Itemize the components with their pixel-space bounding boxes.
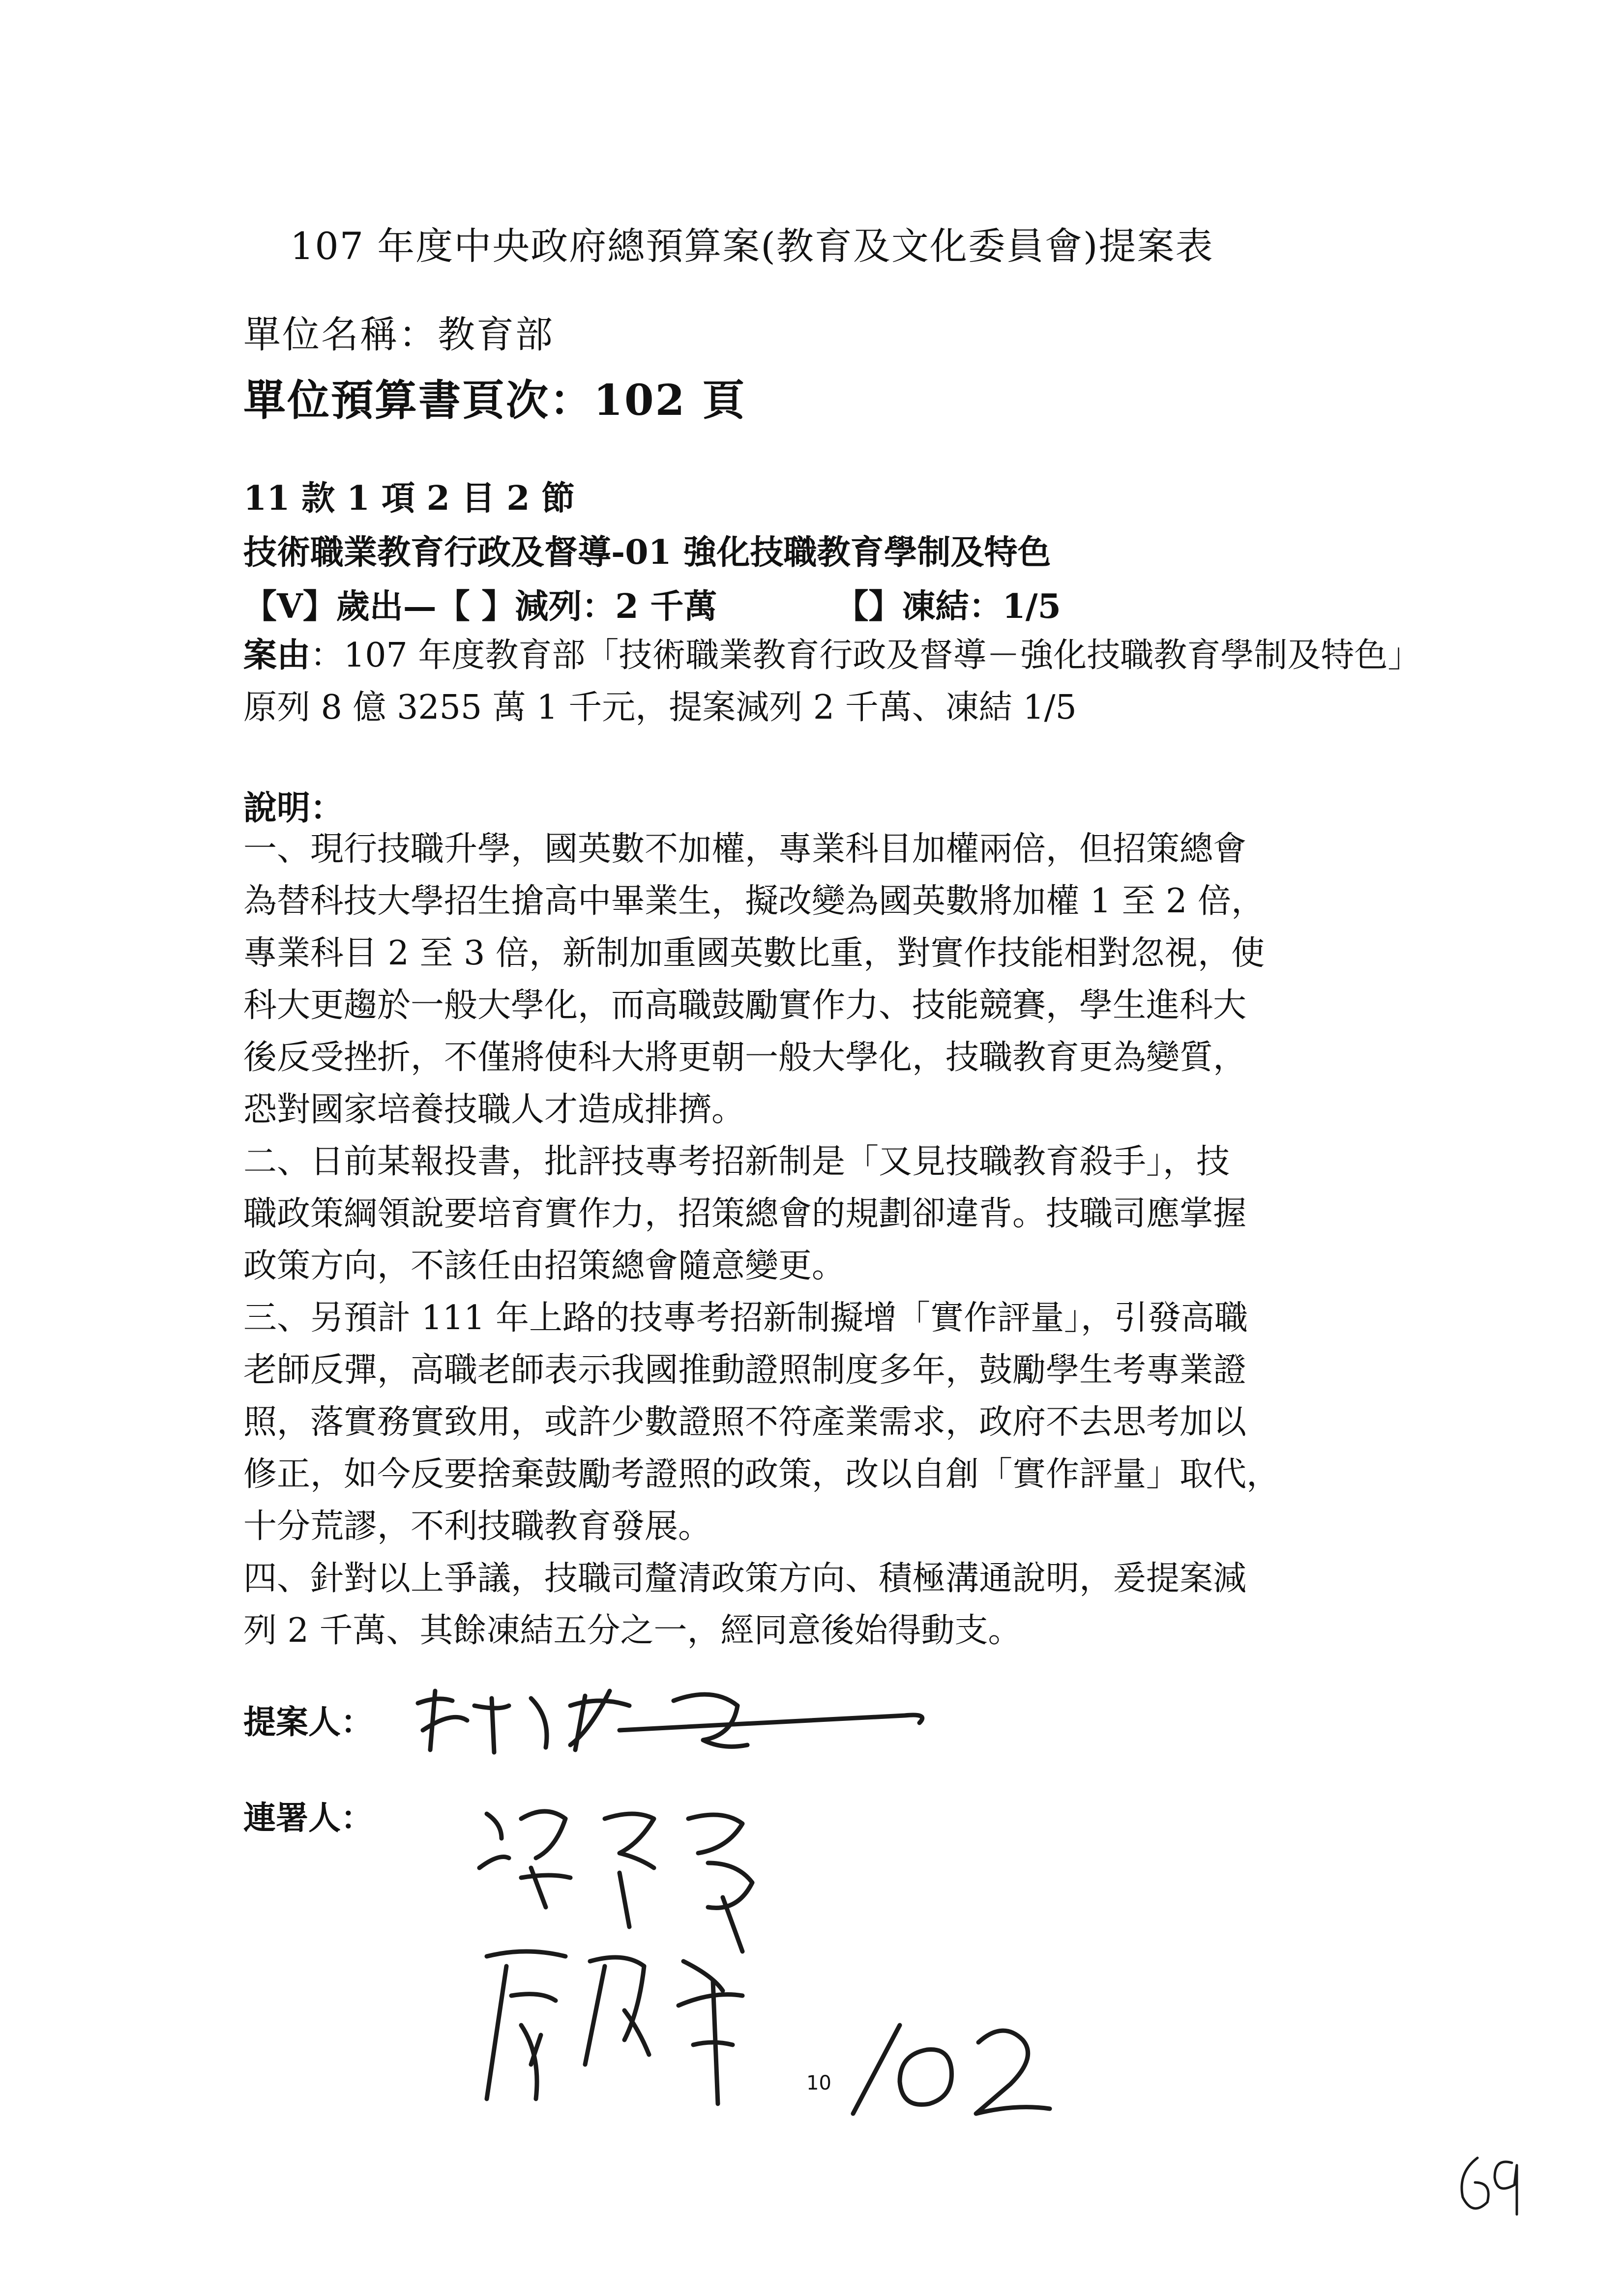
cosigner-signature-1 [479, 1811, 752, 1951]
handwritten-page-number [853, 2025, 1050, 2114]
cosigner-signature-2 [487, 1951, 742, 2104]
description-line: 十分荒謬，不利技職教育發展。 [243, 1507, 712, 1546]
proposer-label: 提案人： [243, 1703, 373, 1741]
description-line: 職政策綱領說要培育實作力，招策總會的規劃卻違背。技職司應掌握 [243, 1194, 1247, 1233]
description-line: 恐對國家培養技職人才造成排擠。 [243, 1090, 745, 1129]
description-line: 三、另預計 111 年上路的技專考招新制擬增「實作評量」，引發高職 [243, 1299, 1248, 1337]
description-line: 科大更趨於一般大學化，而高職鼓勵實作力、技能競賽，學生進科大 [243, 986, 1247, 1025]
handwritten-corner-number [1462, 2158, 1517, 2214]
unit-budget-page: 單位預算書頁次：102 頁 [243, 376, 746, 425]
description-line: 列 2 千萬、其餘凍結五分之一，經同意後始得動支。 [243, 1611, 1022, 1650]
description-line: 政策方向，不該任由招策總會隨意變更。 [243, 1247, 846, 1285]
description-line: 四、針對以上爭議，技職司釐清政策方向、積極溝通說明，爰提案減 [243, 1559, 1247, 1598]
description-line: 專業科目 2 至 3 倍，新制加重國英數比重，對實作技能相對忽視，使 [243, 934, 1265, 973]
page-title: 107 年度中央政府總預算案(教育及文化委員會)提案表 [290, 224, 1214, 268]
description-label: 說明： [243, 788, 344, 828]
section-code: 11 款 1 項 2 目 2 節 [243, 479, 575, 518]
page-number: 10 [806, 2072, 831, 2094]
description-line: 照，落實務實致用，或許少數證照不符產業需求，政府不去思考加以 [243, 1403, 1247, 1442]
freeze-flag: 【】凍結：1/5 [835, 587, 1061, 626]
reason-label: 案由 [243, 636, 311, 675]
description-line: 二、日前某報投書，批評技專考招新制是「又見技職教育殺手」，技 [243, 1142, 1230, 1181]
proposer-signature [418, 1691, 922, 1752]
description-line: 修正，如今反要捨棄鼓勵考證照的政策，改以自創「實作評量」取代， [243, 1455, 1280, 1494]
unit-name: 單位名稱：教育部 [243, 313, 554, 356]
description-line: 老師反彈，高職老師表示我國推動證照制度多年，鼓勵學生考專業證 [243, 1351, 1247, 1390]
program-name: 技術職業教育行政及督導-01 強化技職教育學制及特色 [243, 533, 1051, 572]
expenditure-flag: 【V】歲出—【 】減列：2 千萬 [243, 587, 717, 626]
description-line: 一、現行技職升學，國英數不加權，專業科目加權兩倍，但招策總會 [243, 830, 1247, 869]
reason-text: ：107 年度教育部「技術職業教育行政及督導－強化技職教育學制及特色」原列 8 億 3255 萬 1 千元，提案減列 2 千萬、凍結 1/5 [243, 636, 1405, 727]
description-line: 為替科技大學招生搶高中畢業生，擬改變為國英數將加權 1 至 2 倍， [243, 882, 1265, 921]
description-line: 後反受挫折，不僅將使科大將更朝一般大學化，技職教育更為變質， [243, 1038, 1247, 1077]
cosigner-label: 連署人： [243, 1799, 373, 1837]
